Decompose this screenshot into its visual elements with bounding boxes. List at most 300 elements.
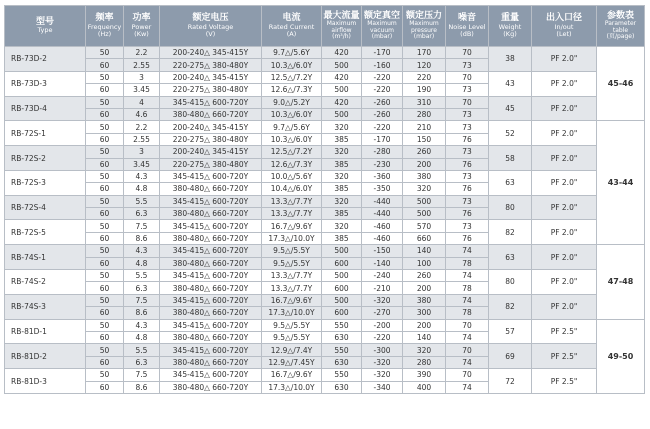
current-cell: 9.5△/5.5Y [262,257,322,269]
pressure-cell: 260 [403,146,446,158]
voltage-cell: 345-415△ 600-720Y [160,369,262,381]
table-row [5,220,645,232]
noise-cell: 78 [446,282,489,294]
power-cell: 5.5 [124,344,160,356]
vacuum-cell: -300 [362,344,403,356]
weight-cell: 57 [489,319,532,344]
vacuum-cell: -220 [362,121,403,133]
current-cell: 10.3△/6.0Y [262,59,322,71]
frequency-cell: 50 [86,146,124,158]
frequency-cell: 60 [86,307,124,319]
voltage-cell: 380-480△ 660-720Y [160,232,262,244]
noise-cell: 74 [446,270,489,282]
vacuum-cell: -460 [362,232,403,244]
pressure-cell: 400 [403,381,446,393]
pressure-cell: 570 [403,220,446,232]
header-frequency: 频率 Frequency (Hz) [86,6,124,47]
weight-cell: 69 [489,344,532,369]
current-cell: 10.3△/6.0Y [262,133,322,145]
power-cell: 7.5 [124,369,160,381]
vacuum-cell: -170 [362,133,403,145]
power-cell: 5.5 [124,270,160,282]
pressure-cell: 380 [403,170,446,182]
current-cell: 12.5△/7.2Y [262,146,322,158]
power-cell: 3.45 [124,158,160,170]
noise-cell: 73 [446,220,489,232]
frequency-cell: 50 [86,121,124,133]
power-cell: 3 [124,71,160,83]
frequency-cell: 60 [86,108,124,120]
power-cell: 4 [124,96,160,108]
noise-cell: 73 [446,84,489,96]
inout-cell: PF 2.0" [532,245,597,270]
table-row [5,319,645,331]
model-name-cell: RB-81D-3 [5,369,86,394]
voltage-cell: 380-480△ 660-720Y [160,307,262,319]
airflow-cell: 500 [322,59,362,71]
pressure-cell: 260 [403,270,446,282]
frequency-cell: 60 [86,381,124,393]
pressure-cell: 140 [403,331,446,343]
voltage-cell: 380-480△ 660-720Y [160,108,262,120]
frequency-cell: 50 [86,270,124,282]
pressure-cell: 210 [403,121,446,133]
frequency-cell: 50 [86,319,124,331]
pressure-cell: 380 [403,294,446,306]
voltage-cell: 345-415△ 600-720Y [160,195,262,207]
current-cell: 13.3△/7.7Y [262,208,322,220]
model-name-cell: RB-74S-2 [5,270,86,295]
power-cell: 5.5 [124,195,160,207]
vacuum-cell: -320 [362,294,403,306]
table-row [5,170,645,182]
power-cell: 2.2 [124,121,160,133]
noise-cell: 73 [446,59,489,71]
inout-cell: PF 2.5" [532,344,597,369]
frequency-cell: 60 [86,282,124,294]
voltage-cell: 200-240△ 345-415Y [160,47,262,59]
power-cell: 4.8 [124,257,160,269]
current-cell: 16.7△/9.6Y [262,294,322,306]
power-cell: 2.55 [124,133,160,145]
noise-cell: 73 [446,195,489,207]
parameter-page-cell: 45-46 [597,47,645,121]
airflow-cell: 320 [322,146,362,158]
pressure-cell: 140 [403,245,446,257]
voltage-cell: 200-240△ 345-415Y [160,146,262,158]
header-current: 电流 Rated Current (A) [262,6,322,47]
power-cell: 6.3 [124,356,160,368]
header-pressure: 额定压力 Maximum pressure (mbar) [403,6,446,47]
airflow-cell: 320 [322,170,362,182]
pressure-cell: 320 [403,183,446,195]
inout-cell: PF 2.0" [532,71,597,96]
weight-cell: 43 [489,71,532,96]
noise-cell: 73 [446,146,489,158]
airflow-cell: 600 [322,307,362,319]
frequency-cell: 60 [86,59,124,71]
vacuum-cell: -220 [362,71,403,83]
pressure-cell: 300 [403,307,446,319]
current-cell: 12.9△/7.4Y [262,344,322,356]
airflow-cell: 320 [322,121,362,133]
vacuum-cell: -260 [362,96,403,108]
current-cell: 10.4△/6.0Y [262,183,322,195]
current-cell: 9.7△/5.6Y [262,47,322,59]
voltage-cell: 345-415△ 600-720Y [160,270,262,282]
frequency-cell: 60 [86,257,124,269]
model-name-cell: RB-72S-3 [5,170,86,195]
weight-cell: 52 [489,121,532,146]
vacuum-cell: -150 [362,245,403,257]
voltage-cell: 380-480△ 660-720Y [160,282,262,294]
airflow-cell: 630 [322,381,362,393]
frequency-cell: 60 [86,208,124,220]
voltage-cell: 345-415△ 600-720Y [160,319,262,331]
frequency-cell: 50 [86,71,124,83]
frequency-cell: 50 [86,195,124,207]
voltage-cell: 380-480△ 660-720Y [160,208,262,220]
airflow-cell: 500 [322,84,362,96]
airflow-cell: 420 [322,47,362,59]
pressure-cell: 220 [403,71,446,83]
voltage-cell: 345-415△ 600-720Y [160,170,262,182]
table-row [5,71,645,83]
current-cell: 13.3△/7.7Y [262,195,322,207]
inout-cell: PF 2.5" [532,319,597,344]
voltage-cell: 345-415△ 600-720Y [160,344,262,356]
current-cell: 12.5△/7.2Y [262,71,322,83]
header-power: 功率 Power (Kw) [124,6,160,47]
airflow-cell: 385 [322,232,362,244]
inout-cell: PF 2.0" [532,195,597,220]
table-row [5,369,645,381]
pressure-cell: 280 [403,356,446,368]
vacuum-cell: -340 [362,381,403,393]
model-name-cell: RB-74S-1 [5,245,86,270]
frequency-cell: 50 [86,220,124,232]
header-parameter-table: 参数表 Parameter table (页/page) [597,6,645,47]
weight-cell: 58 [489,146,532,171]
frequency-cell: 50 [86,344,124,356]
frequency-cell: 60 [86,183,124,195]
voltage-cell: 380-480△ 660-720Y [160,331,262,343]
header-weight: 重量 Weight (Kg) [489,6,532,47]
inout-cell: PF 2.0" [532,294,597,319]
model-name-cell: RB-74S-3 [5,294,86,319]
airflow-cell: 385 [322,158,362,170]
header-voltage: 额定电压 Rated Voltage (V) [160,6,262,47]
table-row [5,121,645,133]
noise-cell: 76 [446,183,489,195]
weight-cell: 72 [489,369,532,394]
power-cell: 4.6 [124,108,160,120]
current-cell: 17.3△/10.0Y [262,232,322,244]
power-cell: 8.6 [124,307,160,319]
frequency-cell: 50 [86,294,124,306]
power-cell: 3.45 [124,84,160,96]
pressure-cell: 280 [403,108,446,120]
vacuum-cell: -360 [362,170,403,182]
airflow-cell: 600 [322,257,362,269]
current-cell: 17.3△/10.0Y [262,307,322,319]
airflow-cell: 550 [322,319,362,331]
airflow-cell: 385 [322,208,362,220]
airflow-cell: 550 [322,369,362,381]
vacuum-cell: -260 [362,108,403,120]
noise-cell: 78 [446,257,489,269]
power-cell: 4.8 [124,331,160,343]
noise-cell: 73 [446,170,489,182]
voltage-cell: 345-415△ 600-720Y [160,96,262,108]
vacuum-cell: -140 [362,257,403,269]
table-row [5,47,645,59]
voltage-cell: 220-275△ 380-480Y [160,133,262,145]
pressure-cell: 120 [403,59,446,71]
power-cell: 4.3 [124,170,160,182]
pressure-cell: 200 [403,158,446,170]
inout-cell: PF 2.0" [532,220,597,245]
airflow-cell: 500 [322,294,362,306]
noise-cell: 70 [446,96,489,108]
voltage-cell: 345-415△ 600-720Y [160,294,262,306]
vacuum-cell: -440 [362,195,403,207]
model-name-cell: RB-73D-3 [5,71,86,96]
voltage-cell: 200-240△ 345-415Y [160,121,262,133]
frequency-cell: 50 [86,369,124,381]
vacuum-cell: -460 [362,220,403,232]
parameter-page-cell: 47-48 [597,245,645,319]
airflow-cell: 385 [322,183,362,195]
pressure-cell: 170 [403,47,446,59]
vacuum-cell: -240 [362,270,403,282]
model-name-cell: RB-72S-2 [5,146,86,171]
airflow-cell: 320 [322,220,362,232]
power-cell: 2.2 [124,47,160,59]
vacuum-cell: -320 [362,369,403,381]
model-name-cell: RB-81D-1 [5,319,86,344]
current-cell: 10.3△/6.0Y [262,108,322,120]
model-name-cell: RB-81D-2 [5,344,86,369]
header-vacuum: 额定真空 Maximum vacuum (mbar) [362,6,403,47]
table-row [5,96,645,108]
table-row [5,294,645,306]
vacuum-cell: -160 [362,59,403,71]
noise-cell: 78 [446,307,489,319]
pressure-cell: 100 [403,257,446,269]
pressure-cell: 500 [403,208,446,220]
header-noise: 噪音 Noise Level (dB) [446,6,489,47]
power-cell: 4.3 [124,319,160,331]
weight-cell: 82 [489,220,532,245]
noise-cell: 70 [446,344,489,356]
voltage-cell: 345-415△ 600-720Y [160,245,262,257]
header-type: 型号 Type [5,6,86,47]
frequency-cell: 60 [86,133,124,145]
inout-cell: PF 2.0" [532,170,597,195]
noise-cell: 70 [446,319,489,331]
pressure-cell: 660 [403,232,446,244]
power-cell: 6.3 [124,208,160,220]
vacuum-cell: -200 [362,319,403,331]
pressure-cell: 190 [403,84,446,96]
noise-cell: 76 [446,232,489,244]
frequency-cell: 50 [86,96,124,108]
vacuum-cell: -220 [362,84,403,96]
header-airflow: 最大流量 Maximum airflow (m³/h) [322,6,362,47]
voltage-cell: 220-275△ 380-480Y [160,84,262,96]
power-cell: 3 [124,146,160,158]
airflow-cell: 500 [322,270,362,282]
table-row [5,270,645,282]
inout-cell: PF 2.0" [532,146,597,171]
current-cell: 13.3△/7.7Y [262,270,322,282]
power-cell: 4.8 [124,183,160,195]
vacuum-cell: -280 [362,146,403,158]
airflow-cell: 420 [322,96,362,108]
current-cell: 12.6△/7.3Y [262,84,322,96]
header-row [5,6,645,47]
airflow-cell: 320 [322,195,362,207]
weight-cell: 38 [489,47,532,72]
table-row [5,344,645,356]
weight-cell: 80 [489,195,532,220]
voltage-cell: 200-240△ 345-415Y [160,71,262,83]
noise-cell: 70 [446,71,489,83]
voltage-cell: 380-480△ 660-720Y [160,356,262,368]
parameter-page-cell: 43-44 [597,121,645,245]
weight-cell: 63 [489,170,532,195]
inout-cell: PF 2.5" [532,369,597,394]
weight-cell: 82 [489,294,532,319]
airflow-cell: 630 [322,331,362,343]
current-cell: 9.5△/5.5Y [262,331,322,343]
vacuum-cell: -270 [362,307,403,319]
noise-cell: 74 [446,356,489,368]
noise-cell: 70 [446,47,489,59]
inout-cell: PF 2.0" [532,96,597,121]
power-cell: 8.6 [124,381,160,393]
pressure-cell: 200 [403,319,446,331]
frequency-cell: 50 [86,245,124,257]
spec-table-body [5,47,645,394]
pressure-cell: 150 [403,133,446,145]
vacuum-cell: -230 [362,158,403,170]
inout-cell: PF 2.0" [532,270,597,295]
current-cell: 9.0△/5.2Y [262,96,322,108]
power-cell: 2.55 [124,59,160,71]
pressure-cell: 310 [403,96,446,108]
weight-cell: 80 [489,270,532,295]
voltage-cell: 380-480△ 660-720Y [160,381,262,393]
airflow-cell: 420 [322,71,362,83]
current-cell: 9.5△/5.5Y [262,245,322,257]
model-name-cell: RB-72S-5 [5,220,86,245]
current-cell: 9.5△/5.5Y [262,319,322,331]
noise-cell: 76 [446,158,489,170]
current-cell: 12.6△/7.3Y [262,158,322,170]
voltage-cell: 220-275△ 380-480Y [160,158,262,170]
model-name-cell: RB-72S-4 [5,195,86,220]
vacuum-cell: -170 [362,47,403,59]
spec-table-container [4,5,645,394]
table-row [5,245,645,257]
vacuum-cell: -440 [362,208,403,220]
noise-cell: 76 [446,208,489,220]
parameter-page-cell: 49-50 [597,319,645,393]
power-cell: 6.3 [124,282,160,294]
frequency-cell: 60 [86,331,124,343]
pressure-cell: 390 [403,369,446,381]
noise-cell: 74 [446,245,489,257]
table-row [5,146,645,158]
airflow-cell: 385 [322,133,362,145]
noise-cell: 74 [446,331,489,343]
model-name-cell: RB-72S-1 [5,121,86,146]
current-cell: 10.0△/5.6Y [262,170,322,182]
frequency-cell: 60 [86,356,124,368]
voltage-cell: 380-480△ 660-720Y [160,257,262,269]
power-cell: 7.5 [124,220,160,232]
vacuum-cell: -320 [362,356,403,368]
vacuum-cell: -350 [362,183,403,195]
model-name-cell: RB-73D-2 [5,47,86,72]
pressure-cell: 200 [403,282,446,294]
noise-cell: 76 [446,133,489,145]
weight-cell: 63 [489,245,532,270]
voltage-cell: 380-480△ 660-720Y [160,183,262,195]
airflow-cell: 500 [322,245,362,257]
inout-cell: PF 2.0" [532,121,597,146]
model-name-cell: RB-73D-4 [5,96,86,121]
current-cell: 17.3△/10.0Y [262,381,322,393]
header-inout: 出入口径 In/out (Let) [532,6,597,47]
power-cell: 4.3 [124,245,160,257]
voltage-cell: 220-275△ 380-480Y [160,59,262,71]
noise-cell: 73 [446,121,489,133]
airflow-cell: 630 [322,356,362,368]
voltage-cell: 345-415△ 600-720Y [160,220,262,232]
noise-cell: 70 [446,369,489,381]
pressure-cell: 320 [403,344,446,356]
airflow-cell: 550 [322,344,362,356]
table-row [5,195,645,207]
pressure-cell: 500 [403,195,446,207]
airflow-cell: 600 [322,282,362,294]
frequency-cell: 60 [86,158,124,170]
current-cell: 16.7△/9.6Y [262,220,322,232]
vacuum-cell: -220 [362,331,403,343]
frequency-cell: 60 [86,232,124,244]
current-cell: 9.7△/5.6Y [262,121,322,133]
power-cell: 8.6 [124,232,160,244]
noise-cell: 74 [446,381,489,393]
frequency-cell: 50 [86,170,124,182]
current-cell: 16.7△/9.6Y [262,369,322,381]
noise-cell: 73 [446,108,489,120]
vacuum-cell: -210 [362,282,403,294]
frequency-cell: 60 [86,84,124,96]
frequency-cell: 50 [86,47,124,59]
power-cell: 7.5 [124,294,160,306]
inout-cell: PF 2.0" [532,47,597,72]
noise-cell: 74 [446,294,489,306]
current-cell: 13.3△/7.7Y [262,282,322,294]
weight-cell: 45 [489,96,532,121]
spec-table [4,5,645,394]
airflow-cell: 500 [322,108,362,120]
current-cell: 12.9△/7.45Y [262,356,322,368]
